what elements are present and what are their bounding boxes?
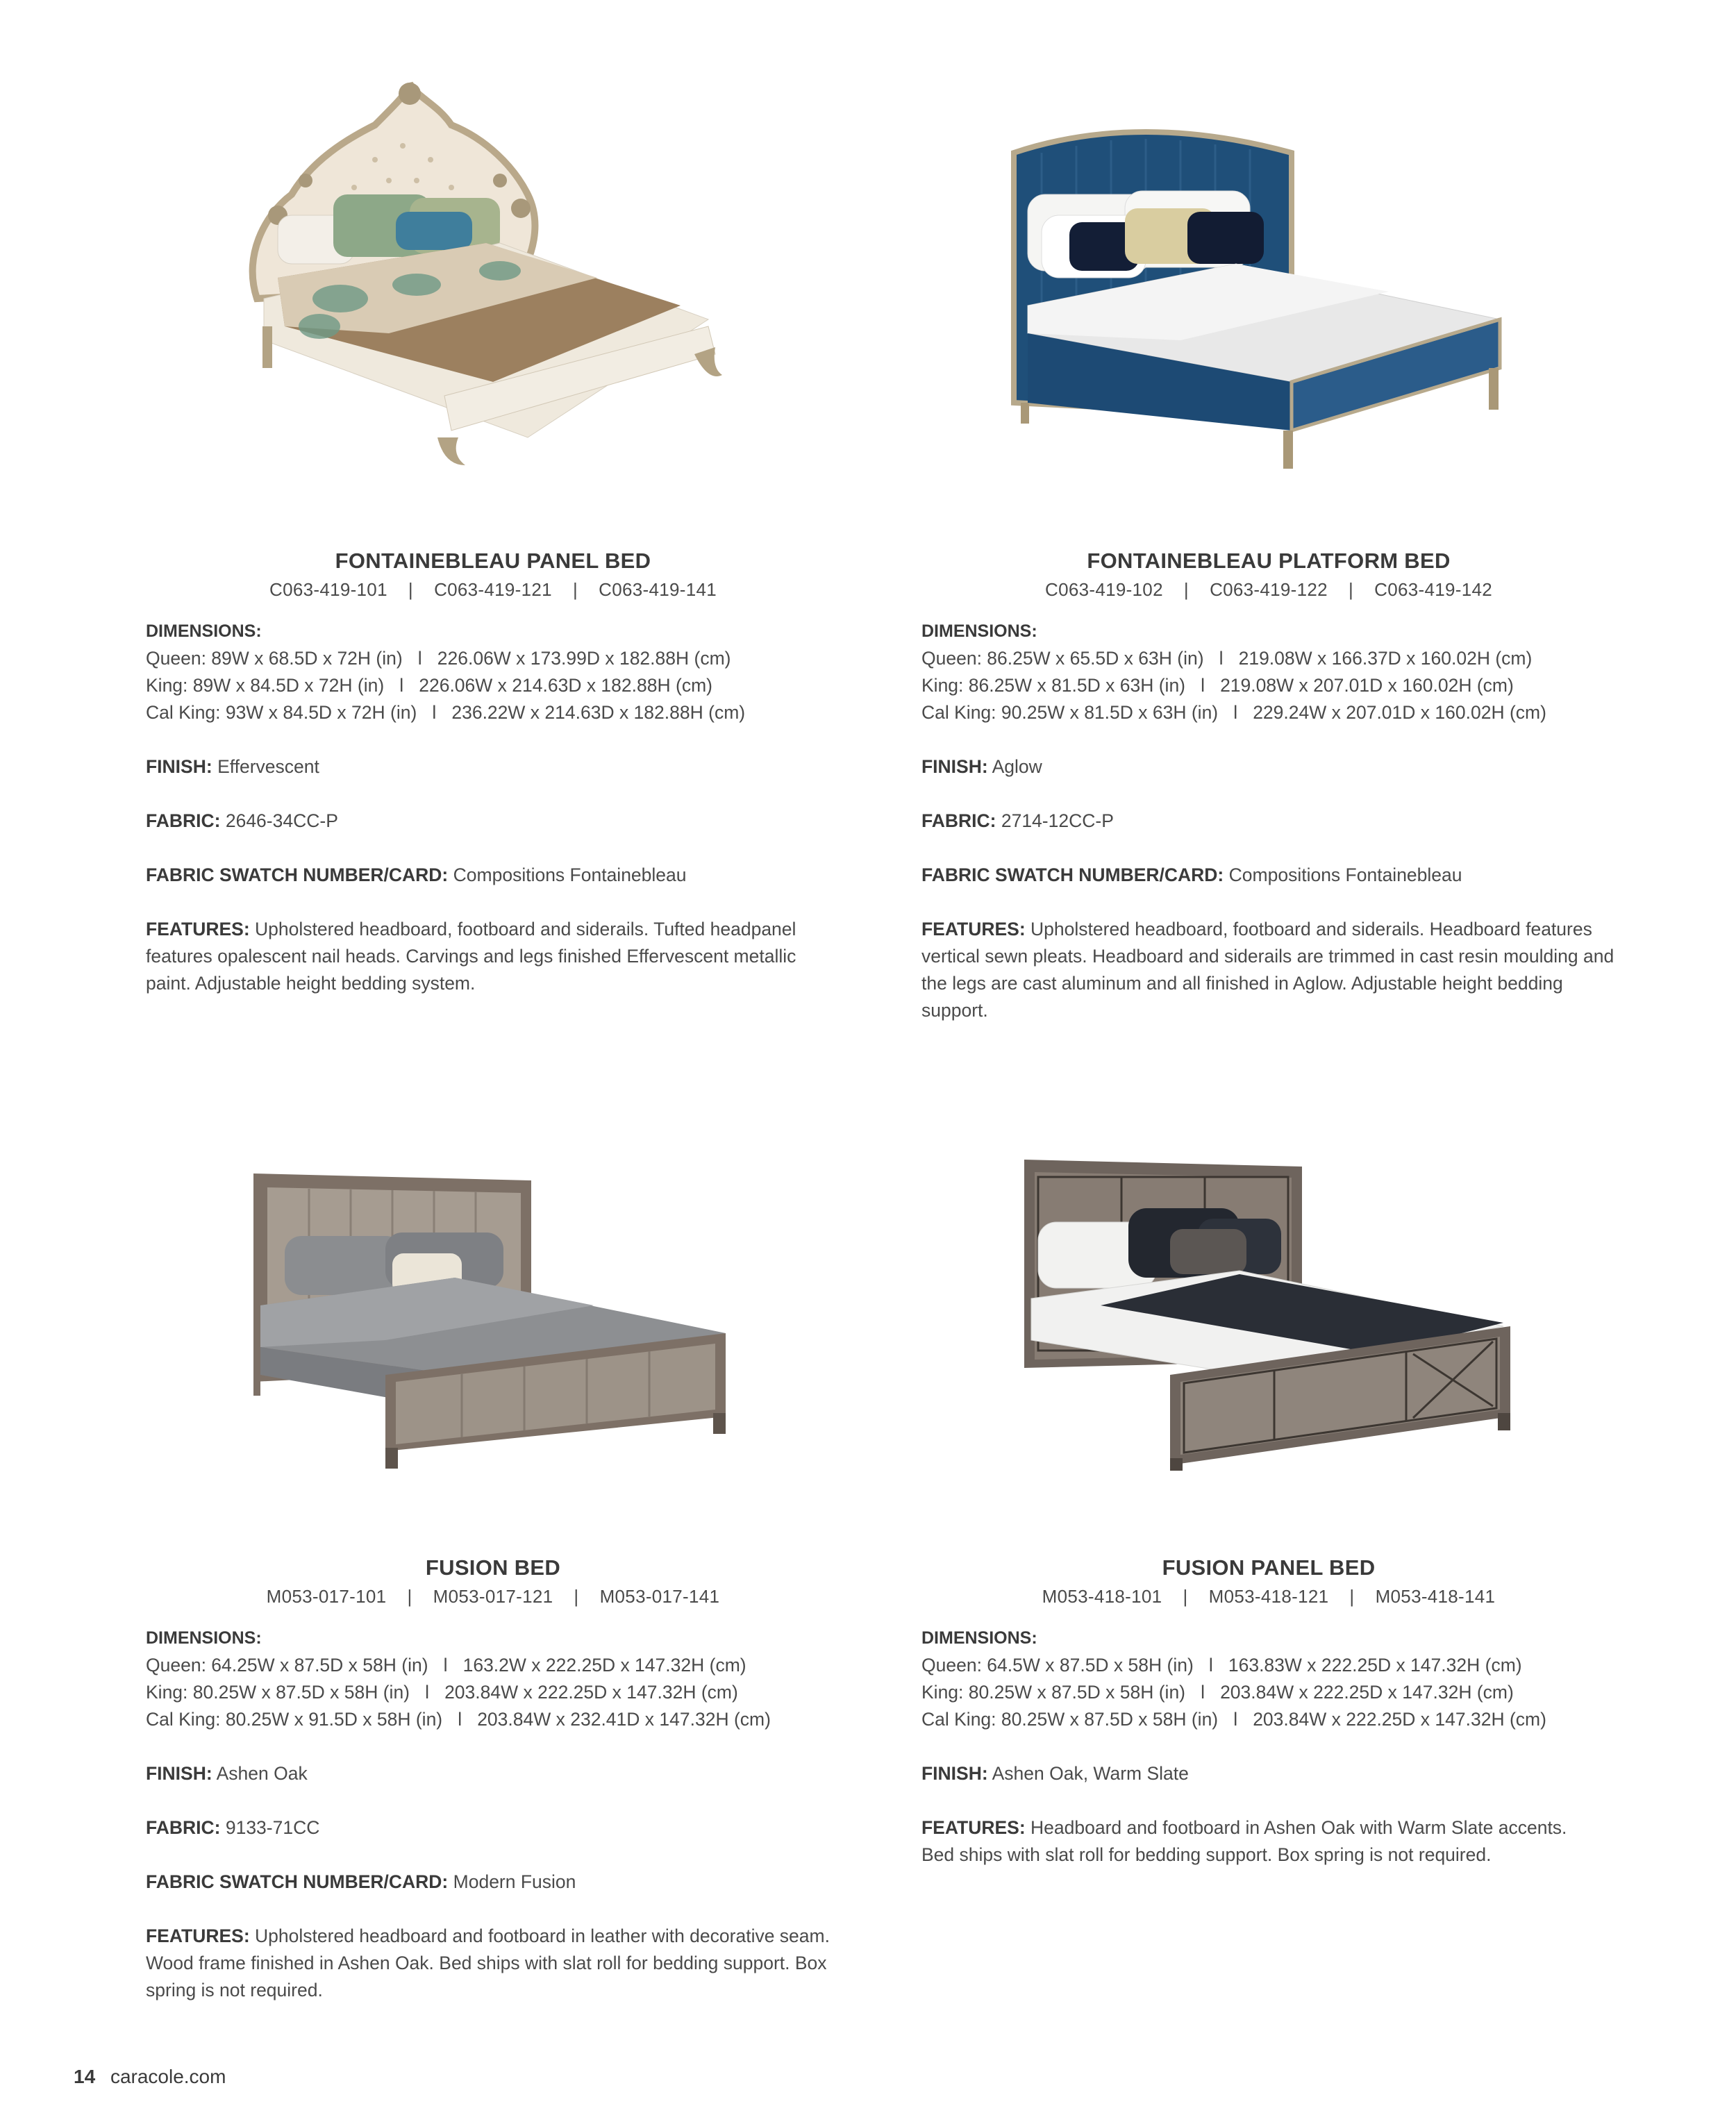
swatch-row xyxy=(146,862,882,889)
fabric-value: 2714-12CC-P xyxy=(1001,810,1114,831)
dimension-row: Queen: 64.25W x 87.5D x 58H (in) l 163.2W x 222.25D x 147.32H (cm) xyxy=(146,1655,746,1676)
finish-label: FINISH: xyxy=(921,756,988,777)
product-title: FUSION BED xyxy=(425,1555,561,1580)
product-title: FUSION PANEL BED xyxy=(1162,1555,1376,1580)
dimension-row: Cal King: 90.25W x 81.5D x 63H (in) l 229.24W x 207.01D x 160.02H (cm) xyxy=(921,702,1546,723)
features-label: FEATURES: xyxy=(146,1925,250,1946)
fabric-label: FABRIC: xyxy=(146,810,221,831)
product-skus: M053-017-101 | M053-017-121 | M053-017-141 xyxy=(266,1586,720,1607)
dimensions-label: DIMENSIONS: xyxy=(921,1628,1037,1648)
finish-row xyxy=(921,1760,1658,1787)
page-number: 14 xyxy=(74,2066,96,2087)
page-footer xyxy=(74,2066,226,2088)
product-title: FONTAINEBLEAU PLATFORM BED xyxy=(1087,549,1451,573)
finish-row xyxy=(146,753,882,780)
product-skus: C063-419-101 | C063-419-121 | C063-419-141 xyxy=(269,579,717,600)
finish-label: FINISH: xyxy=(146,756,212,777)
dimension-row: Queen: 89W x 68.5D x 72H (in) l 226.06W x 173.99D x 182.88H (cm) xyxy=(146,648,731,669)
fabric-label: FABRIC: xyxy=(921,810,996,831)
product-skus: M053-418-101 | M053-418-121 | M053-418-141 xyxy=(1042,1586,1496,1607)
swatch-label: FABRIC SWATCH NUMBER/CARD: xyxy=(146,1871,449,1892)
features-row xyxy=(146,1923,854,2004)
dimensions-label: DIMENSIONS: xyxy=(921,621,1037,641)
finish-value: Ashen Oak, Warm Slate xyxy=(992,1763,1189,1784)
fabric-label: FABRIC: xyxy=(146,1817,221,1838)
dimensions-label: DIMENSIONS: xyxy=(146,1628,262,1648)
fusion-bed-photo xyxy=(247,1167,746,1479)
features-row xyxy=(921,916,1616,1024)
swatch-value: Modern Fusion xyxy=(453,1871,576,1892)
dimension-row: Cal King: 80.25W x 87.5D x 58H (in) l 203.84W x 222.25D x 147.32H (cm) xyxy=(921,1709,1546,1730)
dimension-row: King: 80.25W x 87.5D x 58H (in) l 203.84W x 222.25D x 147.32H (cm) xyxy=(921,1682,1514,1703)
features-value: Upholstered headboard, footboard and siderails. Tufted headpanel features opalescent nail heads. Carvings and legs finished Effervescent metallic paint. Adjustable height bedding system. xyxy=(146,919,796,994)
finish-label: FINISH: xyxy=(146,1763,212,1784)
swatch-value: Compositions Fontainebleau xyxy=(453,864,687,885)
finish-row xyxy=(921,753,1658,780)
dimension-row: Cal King: 93W x 84.5D x 72H (in) l 236.22W x 214.63D x 182.88H (cm) xyxy=(146,702,746,723)
features-label: FEATURES: xyxy=(146,919,250,939)
fabric-value: 2646-34CC-P xyxy=(225,810,338,831)
product-title: FONTAINEBLEAU PANEL BED xyxy=(335,549,651,573)
features-value: Upholstered headboard, footboard and siderails. Headboard features vertical sewn pleats. Headboard and siderails are trimmed in cast resin moulding and the legs are cast aluminum and all finished in Aglow. Adjustable height bedding support. xyxy=(921,919,1614,1021)
swatch-label: FABRIC SWATCH NUMBER/CARD: xyxy=(921,864,1224,885)
fabric-value: 9133-71CC xyxy=(225,1817,320,1838)
features-row xyxy=(146,916,812,997)
features-value: Upholstered headboard and footboard in leather with decorative seam. Wood frame finished in Ashen Oak. Bed ships with slat roll for bedding support. Box spring is not required. xyxy=(146,1925,830,2000)
fabric-row xyxy=(146,1814,882,1841)
features-value: Headboard and footboard in Ashen Oak with Warm Slate accents. Bed ships with slat roll for bedding support. Box spring is not required. xyxy=(921,1817,1567,1865)
features-row xyxy=(921,1814,1574,1869)
finish-label: FINISH: xyxy=(921,1763,988,1784)
fabric-row xyxy=(146,808,882,835)
swatch-label: FABRIC SWATCH NUMBER/CARD: xyxy=(146,864,449,885)
fusion-panel-bed-photo xyxy=(1017,1153,1531,1472)
swatch-row xyxy=(146,1869,882,1896)
fontainebleau-platform-bed-photo xyxy=(1000,125,1542,479)
fabric-row xyxy=(921,808,1658,835)
dimension-row: Cal King: 80.25W x 91.5D x 58H (in) l 203.84W x 232.41D x 147.32H (cm) xyxy=(146,1709,771,1730)
dimensions-label: DIMENSIONS: xyxy=(146,621,262,641)
dimension-row: King: 80.25W x 87.5D x 58H (in) l 203.84W x 222.25D x 147.32H (cm) xyxy=(146,1682,738,1703)
finish-value: Aglow xyxy=(992,756,1042,777)
dimension-row: King: 89W x 84.5D x 72H (in) l 226.06W x 214.63D x 182.88H (cm) xyxy=(146,675,712,696)
dimension-row: Queen: 86.25W x 65.5D x 63H (in) l 219.08W x 166.37D x 160.02H (cm) xyxy=(921,648,1533,669)
finish-row xyxy=(146,1760,882,1787)
finish-value: Effervescent xyxy=(217,756,319,777)
footer-site-link[interactable]: caracole.com xyxy=(110,2066,226,2087)
swatch-row xyxy=(921,862,1658,889)
features-label: FEATURES: xyxy=(921,919,1026,939)
product-skus: C063-419-102 | C063-419-122 | C063-419-142 xyxy=(1045,579,1492,600)
finish-value: Ashen Oak xyxy=(216,1763,308,1784)
dimension-row: Queen: 64.5W x 87.5D x 58H (in) l 163.83W x 222.25D x 147.32H (cm) xyxy=(921,1655,1522,1676)
dimension-row: King: 86.25W x 81.5D x 63H (in) l 219.08W x 207.01D x 160.02H (cm) xyxy=(921,675,1514,696)
swatch-value: Compositions Fontainebleau xyxy=(1228,864,1462,885)
features-label: FEATURES: xyxy=(921,1817,1026,1838)
fontainebleau-panel-bed-photo xyxy=(236,76,764,479)
